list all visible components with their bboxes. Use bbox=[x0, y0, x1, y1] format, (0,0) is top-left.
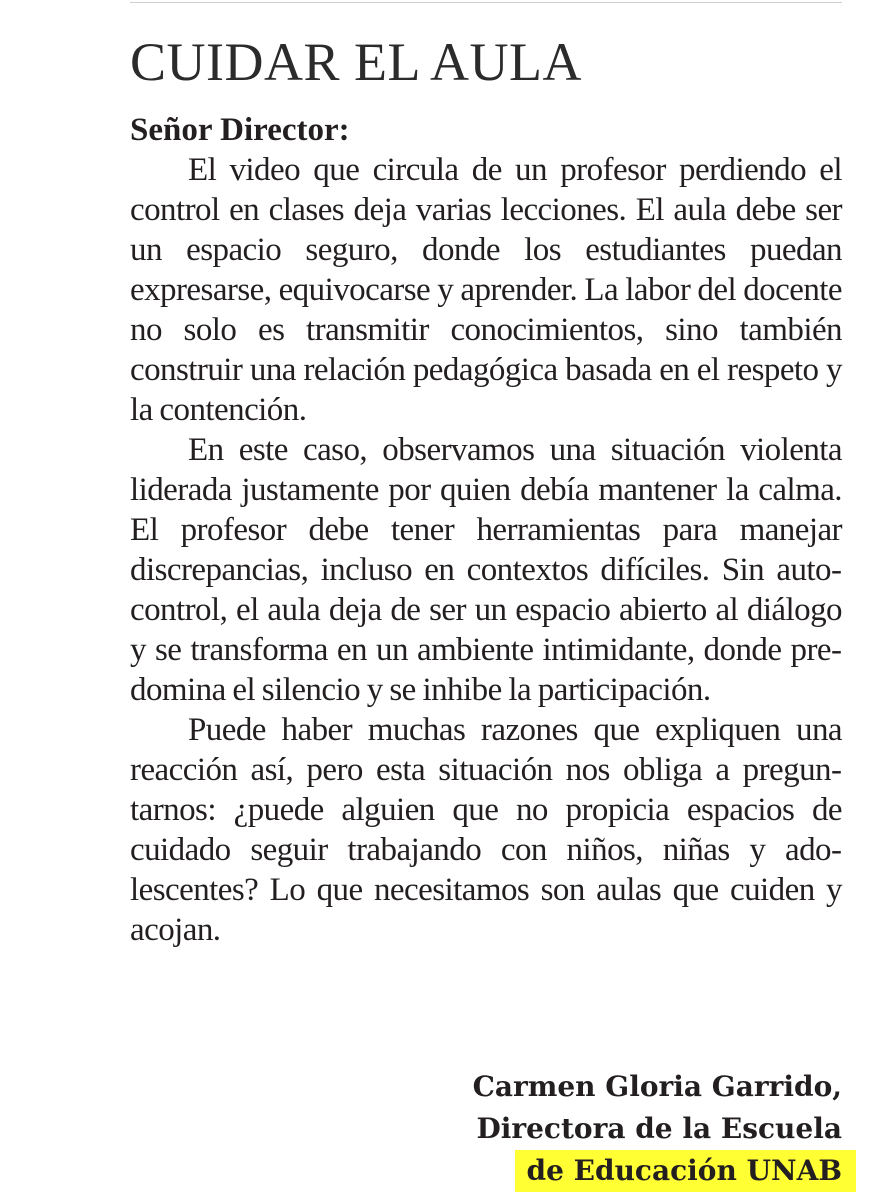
headline: CUIDAR EL AULA bbox=[130, 32, 582, 92]
body-paragraph-2: En este caso, observamos una situación violenta liderada justamente por quien debía mantener la calma. El profesor debe tener herramientas para manejar discrepancias, incluso en contextos difíciles. Sin autocontrol, el aula deja de ser un espacio abierto al diálogo y se transforma en un ambiente intimidante, donde predomina el silencio y se inhibe la participación. bbox=[130, 432, 842, 708]
signature-title: Directora de la Escuela bbox=[476, 1112, 842, 1145]
letter-to-editor bbox=[130, 26, 842, 950]
signature-name: Carmen Gloria Garrido, bbox=[472, 1070, 842, 1103]
top-divider bbox=[130, 2, 842, 3]
signature-block bbox=[473, 1066, 842, 1192]
body-paragraph-3: Puede haber muchas razones que expliquen una reacción así, pero esta situación nos obliga a preguntarnos: ¿puede alguien que no propicia espacios de cuidado seguir trabajando con niños, niñas y adolescentes? Lo que necesitamos son aulas que cuiden y acojan. bbox=[130, 712, 842, 948]
body-paragraph-1: El video que circula de un profesor perdiendo el control en clases deja varias lecciones. El aula debe ser un espacio seguro, donde los estudiantes puedan expresarse, equivocarse y aprender. La labor del docente no solo es transmitir conocimientos, sino también construir una relación pedagógica basada en el respeto y la contención. bbox=[130, 152, 842, 428]
highlighted-affiliation: de Educación UNAB bbox=[515, 1150, 856, 1192]
signature-affiliation-row bbox=[473, 1150, 842, 1192]
salutation: Señor Director: bbox=[130, 112, 350, 148]
